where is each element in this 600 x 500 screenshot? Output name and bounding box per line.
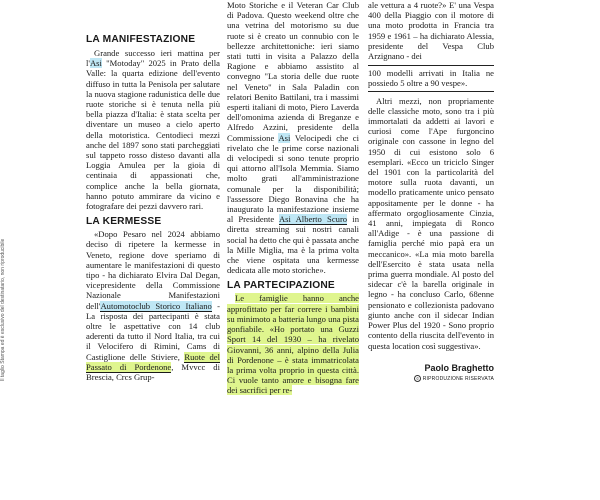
copyright-side-note: Il taglio Stampa ed è esclusivo del destinatario, non riproducibile [0, 238, 6, 382]
paragraph-convegno: Moto Storiche e il Veteran Car Club di Padova. Questo weekend oltre che una vetrina del motorismo su due ruote si è creato un connubio con le bellezze architettoniche: ieri siamo stati tutti in visita a Palazzo della Ragione e abbiamo assistito al convegno "La storia delle due ruote nel Veneto" in Sala Paladin con relatori Benito Battilani, tra i massimi esperti italiani di moto, Piero Laverda dell'omonima azienda di Breganze e Alfredo Azzini, presidente della Commissione Asi Velocipedi che ci rivelato che le prime corse nazionali di velocipedi si sono tenute proprio qui attorno all'Isola Memmia. Siamo molto grati all'amministrazione comunale per la disponibilità; l'assessore Diego Bonavina che ha inaugurato la manifestazione insieme al Presidente Asi Alberto Scuro in diretta streaming sui nostri canali social ha detto che qui è passata anche la Mille Miglia, ma è la prima volta che viene ospitata una kermesse dedicata alle moto storiche». [227, 0, 359, 276]
highlight-automotoclub[interactable]: Automotoclub Storico Italiano [100, 300, 212, 311]
article-column-3 [368, 0, 494, 500]
highlight-quote-giovanni[interactable]: Le famiglie hanno anche approfittato per far correre i bambini su minimoto a batteria lungo una pista gonfiabile. «Ho portato una Guzzi Sport 14 del 1930 – ha rivelato Giovanni, 36 anni, alpino della Julia di Pordenone – è stata immatricolata la prima volta proprio in questa città. Ci vuole tanto amore e bisogna fare dei sacrifici per re- [227, 293, 359, 396]
highlight-ruote-del-passato[interactable]: Ruote del Passato di Pordenone [86, 351, 220, 372]
article-column-1 [86, 0, 220, 500]
highlight-president-name[interactable]: Asi Alberto Scuro [278, 214, 348, 225]
highlight-asi-2[interactable]: Asi [278, 132, 291, 143]
boxed-quote: 100 modelli arrivati in Italia ne possiedo 5 oltre a 90 vespe». [368, 65, 494, 91]
copyright-icon: © [416, 375, 420, 381]
article-column-2 [227, 0, 359, 500]
highlight-asi[interactable]: Asi [89, 58, 102, 69]
paragraph-vespa: ale vettura a 4 ruote?» E' una Vespa 400 della Piaggio con il motore di una moto prodotta in Francia tra 1959 e 1961 – ha dichiarato Alessia, presidente del Vespa Club Arzignano - dei [368, 0, 494, 62]
reproduction-rights: © RIPRODUZIONE RISERVATA [416, 375, 494, 382]
section-heading-manifestazione: LA MANIFESTAZIONE [86, 34, 196, 45]
section-heading-partecipazione: LA PARTECIPAZIONE [227, 280, 335, 292]
author-byline: Paolo Braghetto [424, 362, 494, 373]
paragraph-kermesse: «Dopo Pesaro nel 2024 abbiamo deciso di ripetere la kermesse in Veneto, regione dove speriamo di aumentare le manifestazioni di questo tipo - ha dichiarato Elvira Dal Degan, vicepresidente della Commissione Nazionale Manifestazioni dell'Automotoclub Storico Italiano - La risposta dei partecipanti è stata oltre le aspettative con 14 club aderenti da tutto il Nord Italia, tra cui il Velocifero di Rimini, Cams di Castiglione delle Stiviere, Ruote del Passato di Pordenone, Mvvcc di Brescia, Crcs Grup- [86, 229, 220, 383]
paragraph-partecipazione [227, 293, 359, 395]
paragraph-intro: Grande successo ieri mattina per l'Asi "Motoday" 2025 in Prato della Valle: la quarta edizione dell'evento diffuso in tutta la Penisola per salutare la nuova stagione radunistica delle due ruote storiche si è tenuta nella più bella piazza d'Italia: è stata scelta per diventare un museo a cielo aperto della motoristica. Centodieci mezzi anche del 1897 sono stati parcheggiati sul tappeto rosso disteso davanti alla Loggia Amulea per la gioia di centinaia di appassionati che, complice anche la bella giornata, hanno potuto ammirare da vicino e fotografare dei pezzi davvero rari. [86, 48, 220, 212]
section-heading-kermesse: LA KERMESSE [86, 216, 162, 228]
paragraph-altri-mezzi: Altri mezzi, non propriamente delle classiche moto, sono tra i più immortalati da addetti ai lavori e curiosi come l'Ape furgoncino originale con cassone in legno del 1950 di cui esistono solo 6 esemplari. «Ecco un triciclo Singer del 1901 con la particolarità del motore sulla ruota davanti, un modello praticamente unico pensato appositamente per le donne - ha affermato orgogliosamente Cinzia, 41 anni, impiegata di Ronco all'Adige - è una passione di famiglia perché mio papà era un meccanico». «La mia moto barella dell'Esercito è stata usata nella prima guerra mondiale. Al posto del sidecar c'è la barella originale in legno - ha concluso Carlo, 68enne pensionato e collezionista padovano giunto anche con il sidecar Indian Power Plus del 1920 - Sono proprio contento della riuscita dell'evento in questa location così suggestiva». [368, 95, 494, 351]
